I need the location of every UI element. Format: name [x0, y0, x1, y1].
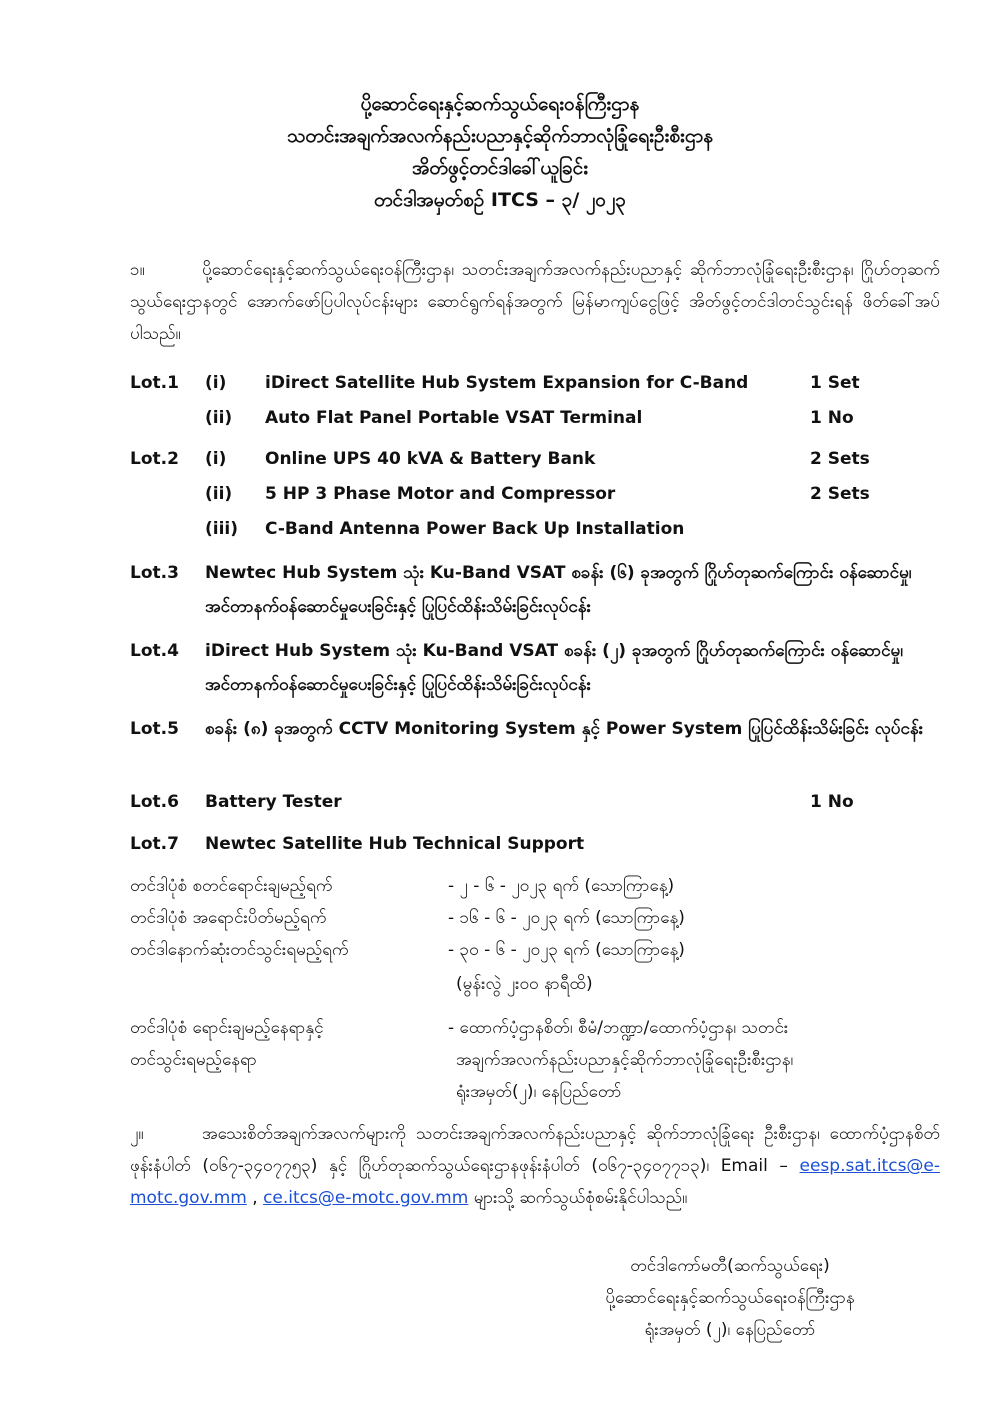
- paragraph-number: ၁။: [130, 260, 145, 280]
- sub-label: (i): [205, 449, 227, 469]
- lot-item: Online UPS 40 kVA & Battery Bank: [265, 449, 596, 469]
- lot-quantity: 1 Set: [810, 373, 860, 393]
- lot-label: Lot.2: [130, 449, 179, 469]
- contact-paragraph: [130, 1118, 940, 1214]
- contact-text-end: များသို့ ဆက်သွယ်စုံစမ်းနိုင်ပါသည်။: [473, 1188, 688, 1208]
- schedule-value: - ၂ - ၆ - ၂၀၂၃ ရက် (သောကြာနေ့): [448, 876, 675, 896]
- lot-6: [130, 789, 950, 815]
- schedule-label: တင်ဒါပုံစံ အရောင်းပိတ်မည့်ရက်: [130, 908, 327, 928]
- schedule-deadline: [130, 934, 940, 966]
- lot-item: စခန်း (၈) ခုအတွက် CCTV Monitoring System နှင့် Power System ပြုပြင်ထိန်းသိမ်းခြင်း လုပ်ငန်း: [205, 719, 924, 739]
- lot-quantity: 1 No: [810, 792, 854, 812]
- schedule-sale-start: [130, 870, 940, 902]
- department-name: သတင်းအချက်အလက်နည်းပညာနှင့်ဆိုက်ဘာလုံခြုံရေးဦးစီးဌာန: [286, 125, 714, 147]
- schedule-place-2: [130, 1044, 940, 1076]
- lot-quantity: 2 Sets: [810, 484, 870, 504]
- lot-7: [130, 831, 950, 857]
- lot-1-ii: [130, 405, 950, 431]
- ministry-name: ပို့ဆောင်ရေးနှင့်ဆက်သွယ်ရေးဝန်ကြီးဌာန: [360, 93, 640, 115]
- lot-3: [130, 556, 950, 624]
- schedule-sale-end: [130, 902, 940, 934]
- sub-label: (iii): [205, 519, 239, 539]
- lot-item: Newtec Hub System သုံး Ku-Band VSAT စခန်း (၆) ခုအတွက် ဂြိုဟ်တုဆက်ကြောင်း ဝန်ဆောင်မှု၊ အင်တာနက်ဝန်ဆောင်မှုပေးခြင်းနှင့် ပြုပြင်ထိန်းသိမ်းခြင်းလုပ်ငန်း: [205, 563, 912, 617]
- schedule-value: - ၁၆ - ၆ - ၂၀၂၃ ရက် (သောကြာနေ့): [448, 908, 685, 928]
- schedule-label: တင်ဒါပုံစံ စတင်ရောင်းချမည့်ရက်: [130, 876, 333, 896]
- schedule-label: တင်ဒါပုံစံ ရောင်းချမည့်နေရာနှင့်: [130, 1018, 324, 1038]
- schedule-label: တင်သွင်းရမည့်နေရာ: [130, 1050, 257, 1070]
- schedule-value: - ၃၀ - ၆ - ၂၀၂၃ ရက် (သောကြာနေ့): [448, 940, 685, 960]
- paragraph-number: ၂။: [130, 1124, 144, 1144]
- lot-item: Battery Tester: [205, 792, 342, 812]
- intro-text: ပို့ဆောင်ရေးနှင့်ဆက်သွယ်ရေးဝန်ကြီးဌာန၊ သတင်းအချက်အလက်နည်းပညာနှင့် ဆိုက်ဘာလုံခြုံရေးဦးစီးဌာန၊ ဂြိုဟ်တုဆက်သွယ်ရေးဌာနတွင် အောက်ဖော်ပြပါလုပ်ငန်းများ ဆောင်ရွက်ရန်အတွက် မြန်မာကျပ်ငွေဖြင့် အိတ်ဖွင့်တင်ဒါတင်သွင်းရန် ဖိတ်ခေါ်အပ်ပါသည်။: [130, 260, 940, 344]
- lot-item: 5 HP 3 Phase Motor and Compressor: [265, 484, 616, 504]
- committee-name: တင်ဒါကော်မတီ(ဆက်သွယ်ရေး): [630, 1256, 830, 1276]
- lot-item: Newtec Satellite Hub Technical Support: [205, 834, 585, 854]
- lot-5: [130, 712, 950, 780]
- lot-quantity: 2 Sets: [810, 449, 870, 469]
- notice-title: အိတ်ဖွင့်တင်ဒါခေါ်ယူခြင်း: [411, 157, 589, 179]
- lot-4: [130, 634, 950, 702]
- sub-label: (i): [205, 373, 227, 393]
- lot-2: [130, 446, 950, 472]
- schedule-value: အချက်အလက်နည်းပညာနှင့်ဆိုက်ဘာလုံခြုံရေးဦးစီးဌာန၊: [456, 1050, 794, 1070]
- sub-label: (ii): [205, 484, 233, 504]
- lot-label: Lot.5: [130, 719, 179, 739]
- document-header: [60, 88, 940, 216]
- lot-2-ii: [130, 481, 950, 507]
- lot-label: Lot.7: [130, 834, 179, 854]
- schedule-place-1: [130, 1012, 940, 1044]
- lot-1: [130, 370, 950, 396]
- lot-item: iDirect Satellite Hub System Expansion for C-Band: [265, 373, 749, 393]
- signature-block: [520, 1250, 940, 1346]
- intro-paragraph: [130, 254, 940, 350]
- schedule-deadline-time: [130, 968, 940, 1000]
- email-link-sat[interactable]: eesp.sat.itcs@e-motc.gov.mm: [130, 1156, 941, 1208]
- schedule-value: - ထောက်ပံ့ဌာနစိတ်၊ စီမံ/ဘဏ္ဍာ/ထောက်ပံ့ဌာန၊ သတင်း: [448, 1018, 789, 1038]
- lot-label: Lot.6: [130, 792, 179, 812]
- lot-item: iDirect Hub System သုံး Ku-Band VSAT စခန်း (၂) ခုအတွက် ဂြိုဟ်တုဆက်ကြောင်း ဝန်ဆောင်မှု၊ အင်တာနက်ဝန်ဆောင်မှုပေးခြင်းနှင့် ပြုပြင်ထိန်းသိမ်းခြင်းလုပ်ငန်း: [205, 641, 903, 695]
- email-separator: ,: [252, 1188, 258, 1208]
- lot-label: Lot.3: [130, 563, 179, 583]
- lot-2-iii: [130, 516, 950, 542]
- lot-item: C-Band Antenna Power Back Up Installation: [265, 519, 685, 539]
- email-link-ce[interactable]: ce.itcs@e-motc.gov.mm: [263, 1188, 469, 1208]
- office-address: ရုံးအမှတ် (၂)၊ နေပြည်တော်: [644, 1320, 816, 1340]
- schedule-place-3: [130, 1076, 940, 1108]
- contact-text: အသေးစိတ်အချက်အလက်များကို သတင်းအချက်အလက်နည်းပညာနှင့် ဆိုက်ဘာလုံခြုံရေး ဦးစီးဌာန၊ ထောက်ပံ့ဌာနစိတ်ဖုန်းနံပါတ် (၀၆၇-၃၄၀၇၇၅၃) နှင့် ဂြိုဟ်တုဆက်သွယ်ရေးဌာနဖုန်းနံပါတ် (၀၆၇-၃၄၀၇၇၁၃)၊ Email –: [130, 1124, 940, 1176]
- tender-number: တင်ဒါအမှတ်စဉ် ITCS – ၃/ ၂၀၂၃: [374, 189, 626, 211]
- lot-label: Lot.1: [130, 373, 179, 393]
- schedule-time: (မွန်းလွဲ ၂း၀၀ နာရီထိ): [456, 974, 593, 994]
- lot-quantity: 1 No: [810, 408, 854, 428]
- ministry-name-signature: ပို့ဆောင်ရေးနှင့်ဆက်သွယ်ရေးဝန်ကြီးဌာန: [605, 1288, 855, 1308]
- sub-label: (ii): [205, 408, 233, 428]
- lot-label: Lot.4: [130, 641, 179, 661]
- lot-item: Auto Flat Panel Portable VSAT Terminal: [265, 408, 643, 428]
- schedule-value: ရုံးအမှတ်(၂)၊ နေပြည်တော်: [456, 1082, 622, 1102]
- schedule-label: တင်ဒါနောက်ဆုံးတင်သွင်းရမည့်ရက်: [130, 940, 349, 960]
